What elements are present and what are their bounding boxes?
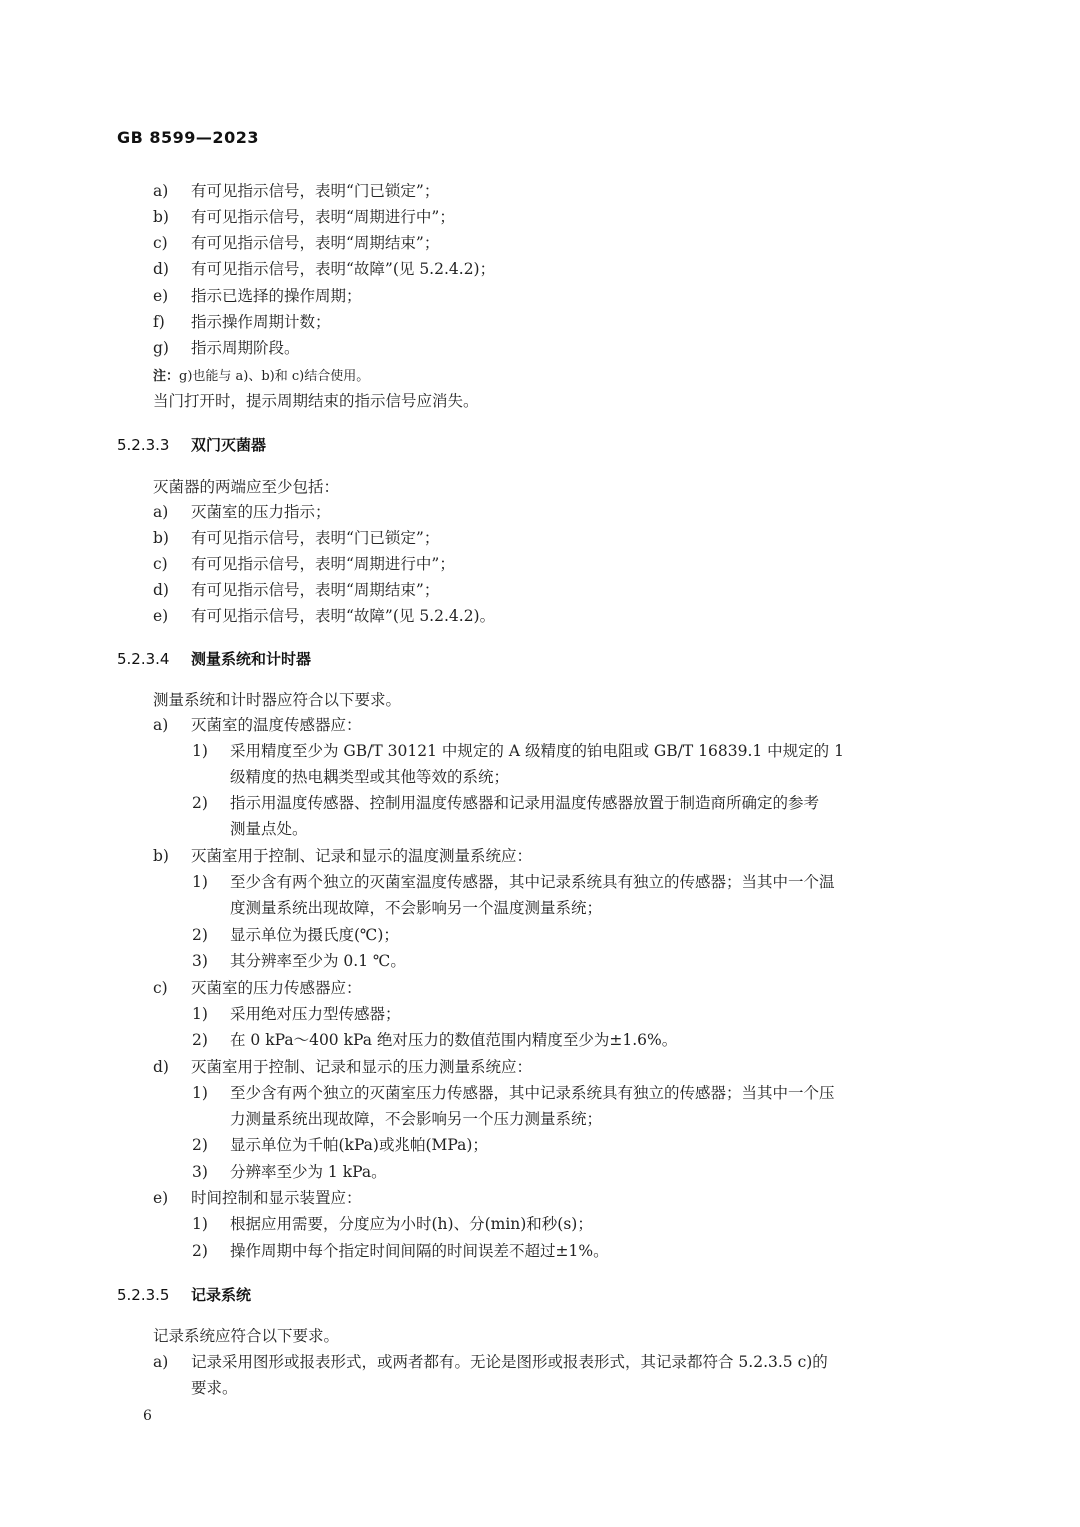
- item-label: b): [153, 529, 169, 547]
- list-item: [153, 502, 331, 522]
- list-item: [153, 978, 362, 998]
- item-text: 有可见指示信号，表明“故障”(见 5.2.4.2)。: [191, 607, 496, 625]
- sub-item-continuation: 力测量系统出现故障，不会影响另一个压力测量系统；: [230, 1110, 603, 1128]
- sub-item: [192, 1214, 593, 1234]
- paragraph: 记录系统应符合以下要求。: [153, 1327, 340, 1345]
- sub-item: [192, 741, 844, 761]
- sub-item-continuation: 测量点处。: [230, 820, 308, 838]
- list-item: [153, 528, 439, 548]
- item-label: c): [153, 979, 168, 997]
- note-label: 注：: [153, 369, 180, 384]
- list-item: [153, 181, 439, 201]
- sub-item-text: 显示单位为摄氏度(℃)；: [230, 926, 399, 944]
- item-text: 有可见指示信号，表明“周期进行中”；: [191, 555, 455, 573]
- sub-item: [192, 1135, 488, 1155]
- item-label: e): [153, 1189, 169, 1207]
- section-number: 5.2.3.4: [117, 650, 170, 668]
- sub-item-label: 2): [192, 926, 208, 944]
- note: [153, 367, 369, 387]
- item-label: g): [153, 339, 169, 357]
- sub-item-text: 采用绝对压力型传感器；: [230, 1005, 401, 1023]
- item-label: a): [153, 1353, 169, 1371]
- section-title: 双门灭菌器: [191, 436, 267, 454]
- list-item: [153, 259, 495, 279]
- sub-item-label: 2): [192, 1242, 208, 1260]
- list-item: [153, 1057, 532, 1077]
- item-text: 有可见指示信号，表明“故障”(见 5.2.4.2)；: [191, 260, 496, 278]
- sub-item-label: 3): [192, 952, 208, 970]
- list-item: [153, 715, 362, 735]
- sub-item: [192, 925, 399, 945]
- item-text: 有可见指示信号，表明“周期结束”；: [191, 581, 440, 599]
- sub-item-text: 操作周期中每个指定时间间隔的时间误差不超过±1%。: [230, 1242, 609, 1260]
- sub-item-text: 至少含有两个独立的灭菌室温度传感器，其中记录系统具有独立的传感器；当其中一个温: [230, 873, 835, 891]
- sub-item-label: 1): [192, 1084, 208, 1102]
- list-item: [153, 554, 455, 574]
- sub-item-label: 3): [192, 1163, 208, 1181]
- sub-item-label: 1): [192, 1215, 208, 1233]
- section-heading: [117, 1284, 251, 1305]
- sub-item-text: 根据应用需要，分度应为小时(h)、分(min)和秒(s)；: [230, 1215, 593, 1233]
- list-item: [153, 580, 439, 600]
- list-item: [153, 286, 362, 306]
- item-text: 有可见指示信号，表明“门已锁定”；: [191, 182, 440, 200]
- item-text: 灭菌室的压力传感器应：: [191, 979, 362, 997]
- list-item: [153, 207, 455, 227]
- item-label: e): [153, 607, 169, 625]
- sub-item: [192, 951, 406, 971]
- list-item: [153, 338, 300, 358]
- sub-item-label: 2): [192, 1136, 208, 1154]
- sub-item-text: 在 0 kPa～400 kPa 绝对压力的数值范围内精度至少为±1.6%。: [230, 1031, 678, 1049]
- item-label: a): [153, 503, 169, 521]
- item-label: d): [153, 581, 169, 599]
- list-item: [153, 1352, 828, 1372]
- item-label: f): [153, 313, 165, 331]
- list-item: [153, 312, 331, 332]
- item-label: c): [153, 234, 168, 252]
- section-heading: [117, 648, 311, 669]
- sub-item-text: 分辨率至少为 1 kPa。: [230, 1163, 387, 1181]
- sub-item: [192, 1004, 401, 1024]
- section-title: 记录系统: [191, 1286, 252, 1304]
- item-text: 有可见指示信号，表明“门已锁定”；: [191, 529, 440, 547]
- sub-item-text: 其分辨率至少为 0.1 ℃。: [230, 952, 406, 970]
- list-item: [153, 233, 439, 253]
- sub-item-text: 显示单位为千帕(kPa)或兆帕(MPa)；: [230, 1136, 488, 1154]
- paragraph: 灭菌器的两端应至少包括：: [153, 478, 340, 496]
- sub-item-label: 2): [192, 794, 208, 812]
- note-text: g)也能与 a)、b)和 c)结合使用。: [179, 369, 370, 384]
- sub-item-continuation: 级精度的热电耦类型或其他等效的系统；: [230, 768, 510, 786]
- section-number: 5.2.3.5: [117, 1286, 170, 1304]
- item-text: 灭菌室的压力指示；: [191, 503, 331, 521]
- item-text: 指示操作周期计数；: [191, 313, 331, 331]
- item-text: 有可见指示信号，表明“周期进行中”；: [191, 208, 455, 226]
- item-text: 记录采用图形或报表形式，或两者都有。无论是图形或报表形式，其记录都符合 5.2.3.5 c)的: [191, 1353, 828, 1371]
- sub-item: [192, 1083, 835, 1103]
- sub-item-text: 指示用温度传感器、控制用温度传感器和记录用温度传感器放置于制造商所确定的参考: [230, 794, 820, 812]
- list-item: [153, 1188, 362, 1208]
- item-label: e): [153, 287, 169, 305]
- sub-item: [192, 1030, 677, 1050]
- section-heading: [117, 434, 266, 455]
- item-label: a): [153, 716, 169, 734]
- item-label: c): [153, 555, 168, 573]
- paragraph: 当门打开时，提示周期结束的指示信号应消失。: [153, 392, 479, 410]
- standard-id: GB 8599—2023: [117, 128, 259, 147]
- item-text: 灭菌室的温度传感器应：: [191, 716, 362, 734]
- item-label: b): [153, 847, 169, 865]
- page-number: 6: [143, 1408, 152, 1424]
- sub-item: [192, 872, 835, 892]
- list-item: [153, 606, 495, 626]
- sub-item: [192, 1162, 387, 1182]
- sub-item-label: 1): [192, 873, 208, 891]
- sub-item-label: 1): [192, 1005, 208, 1023]
- item-label: a): [153, 182, 169, 200]
- item-text: 指示已选择的操作周期；: [191, 287, 362, 305]
- section-number: 5.2.3.3: [117, 436, 170, 454]
- item-text: 时间控制和显示装置应：: [191, 1189, 362, 1207]
- sub-item: [192, 1241, 609, 1261]
- item-continuation: 要求。: [191, 1379, 238, 1397]
- item-text: 灭菌室用于控制、记录和显示的压力测量系统应：: [191, 1058, 533, 1076]
- item-label: d): [153, 1058, 169, 1076]
- sub-item: [192, 793, 819, 813]
- item-text: 有可见指示信号，表明“周期结束”；: [191, 234, 440, 252]
- sub-item-text: 采用精度至少为 GB/T 30121 中规定的 A 级精度的铂电阻或 GB/T 16839.1 中规定的 1: [230, 742, 844, 760]
- sub-item-continuation: 度测量系统出现故障，不会影响另一个温度测量系统；: [230, 899, 603, 917]
- item-label: d): [153, 260, 169, 278]
- item-text: 指示周期阶段。: [191, 339, 300, 357]
- sub-item-label: 1): [192, 742, 208, 760]
- section-title: 测量系统和计时器: [191, 650, 312, 668]
- paragraph: 测量系统和计时器应符合以下要求。: [153, 691, 402, 709]
- item-label: b): [153, 208, 169, 226]
- sub-item-label: 2): [192, 1031, 208, 1049]
- sub-item-text: 至少含有两个独立的灭菌室压力传感器，其中记录系统具有独立的传感器；当其中一个压: [230, 1084, 835, 1102]
- list-item: [153, 846, 532, 866]
- item-text: 灭菌室用于控制、记录和显示的温度测量系统应：: [191, 847, 533, 865]
